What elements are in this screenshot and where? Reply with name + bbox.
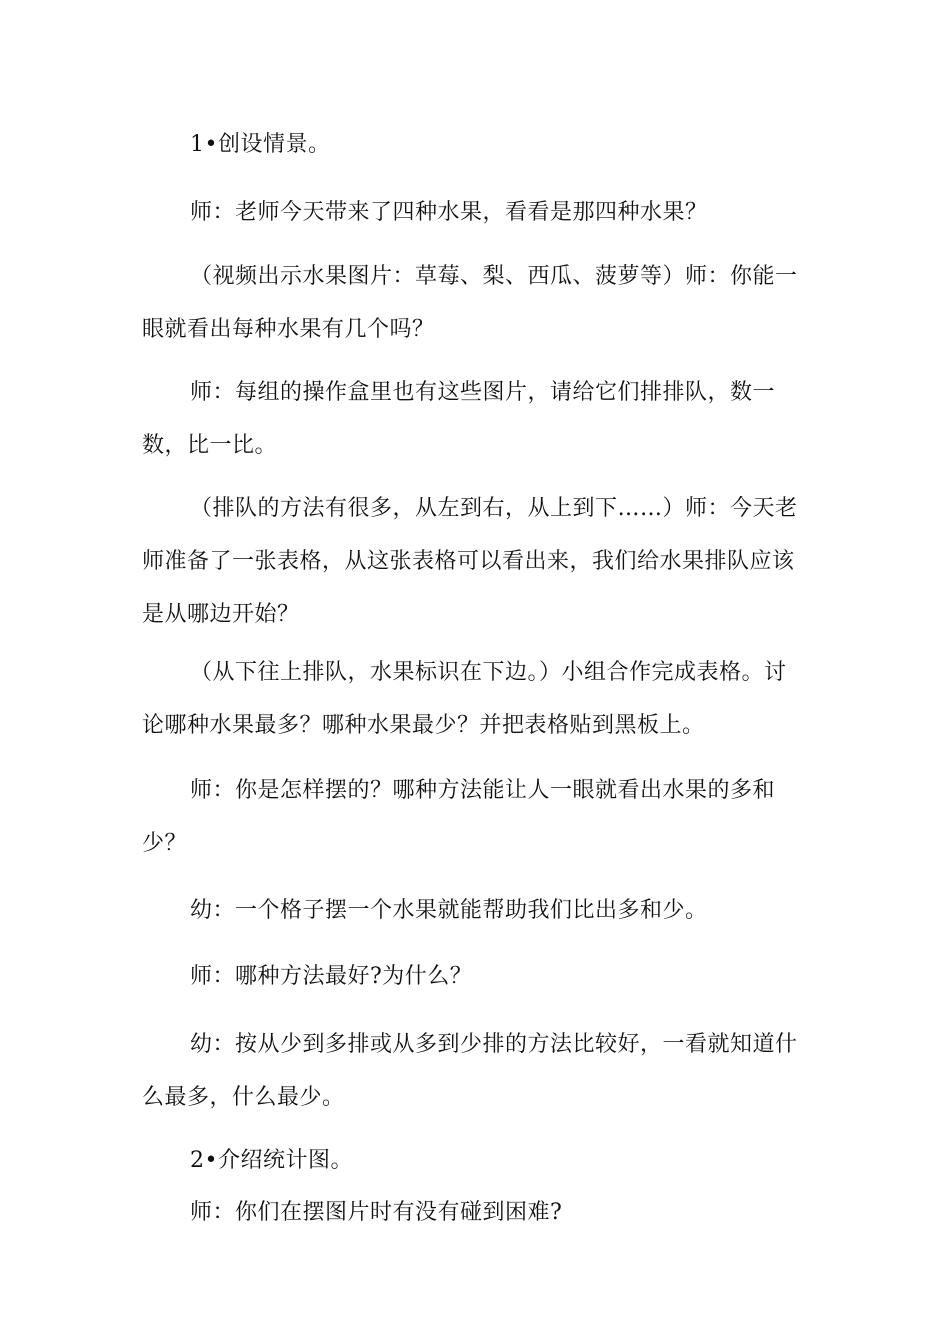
paragraph: 师：你们在摆图片时有没有碰到困难? xyxy=(190,1200,563,1225)
section-heading-2: 2•介绍统计图。 xyxy=(190,1148,353,1173)
paragraph: （排队的方法有很多，从左到右，从上到下……）师：今天老师准备了一张表格，从这张表格可以看出来，我们给水果排队应该是从哪边开始？ xyxy=(142,496,798,627)
paragraph: （视频出示水果图片：草莓、梨、西瓜、菠萝等）师：你能一眼就看出每种水果有几个吗？ xyxy=(142,264,798,342)
section-heading-1: 1•创设情景。 xyxy=(190,132,331,157)
paragraph: 师：每组的操作盒里也有这些图片，请给它们排排队，数一数，比一比。 xyxy=(142,380,776,458)
paragraph: 幼：一个格子摆一个水果就能帮助我们比出多和少。 xyxy=(190,898,708,923)
paragraph: （从下往上排队，水果标识在下边。）小组合作完成表格。讨论哪种水果最多？哪种水果最少？并把表格贴到黑板上。 xyxy=(142,660,787,738)
paragraph: 师：你是怎样摆的？哪种方法能让人一眼就看出水果的多和少？ xyxy=(142,778,776,856)
paragraph: 师：哪种方法最好?为什么？ xyxy=(190,964,473,989)
paragraph: 师：老师今天带来了四种水果，看看是那四种水果？ xyxy=(190,200,708,225)
paragraph: 幼：按从少到多排或从多到少排的方法比较好，一看就知道什么最多，什么最少。 xyxy=(142,1032,798,1110)
